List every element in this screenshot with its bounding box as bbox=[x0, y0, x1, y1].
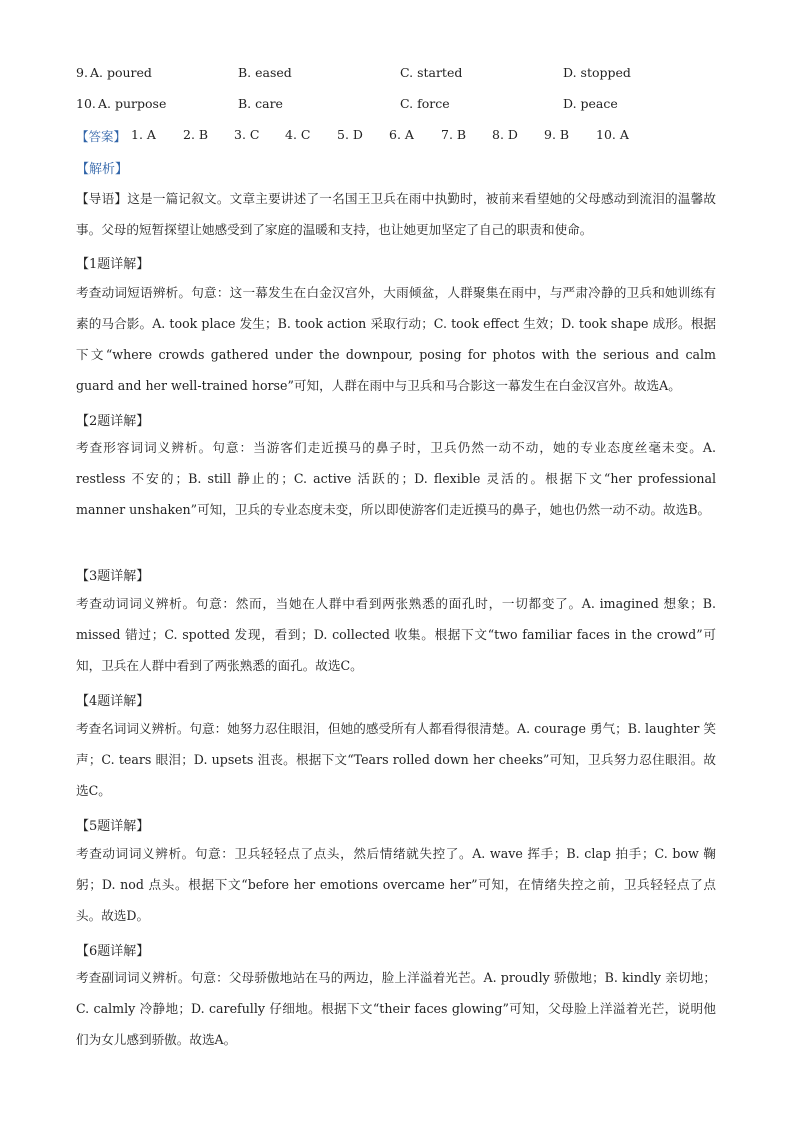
question-number: 10. bbox=[76, 96, 96, 111]
detail-text-3: 考查动词词义辨析。句意：然而，当她在人群中看到两张熟悉的面孔时，一切都变了。A. imagined 想象；B. missed 错过；C. spotted 发现，看到；D. collected 收集。根据下文“two familiar faces in the crowd”可知，卫兵在人群中看到了两张熟悉的面孔。故选C。 bbox=[76, 596, 716, 673]
detail-title-5: 【5题详解】 bbox=[76, 819, 150, 834]
detail-title-2: 【2题详解】 bbox=[76, 414, 150, 429]
answer-item: 5. D bbox=[337, 127, 363, 142]
answer-item: 10. A bbox=[596, 127, 629, 142]
option-b: B. eased bbox=[238, 65, 292, 80]
option-c: C. started bbox=[400, 65, 463, 80]
detail-title-6: 【6题详解】 bbox=[76, 944, 150, 959]
option-d: D. peace bbox=[563, 96, 618, 111]
answer-tag: 【答案】 bbox=[76, 129, 127, 144]
option-a: A. poured bbox=[90, 65, 152, 80]
detail-title-4: 【4题详解】 bbox=[76, 694, 150, 709]
detail-text-5: 考查动词词义辨析。句意：卫兵轻轻点了点头，然后情绪就失控了。A. wave 挥手；B. clap 拍手；C. bow 鞠躬；D. nod 点头。根据下文“before her emotions overcame her”可知，在情绪失控之前，卫兵轻轻点了点头。故选D。 bbox=[76, 846, 716, 923]
answer-item: 1. A bbox=[131, 127, 156, 142]
analysis-heading: 【解析】 bbox=[76, 162, 129, 177]
detail-text-2: 考查形容词词义辨析。句意：当游客们走近摸马的鼻子时，卫兵仍然一动不动，她的专业态度丝毫未变。A. restless 不安的；B. still 静止的；C. active 活跃的；D. flexible 灵活的。根据下文“her professional manner unshaken”可知，卫兵的专业态度未变，所以即使游客们走近摸马的鼻子，她也仍然一动不动。故选B。 bbox=[76, 440, 716, 517]
answer-item: 3. C bbox=[234, 127, 260, 142]
detail-text-1: 考查动词短语辨析。句意：这一幕发生在白金汉宫外，大雨倾盆，人群聚集在雨中，与严肃冷静的卫兵和她训练有素的马合影。A. took place 发生；B. took action 采取行动；C. took effect 生效；D. took shape 成形。根据下文“where crowds gathered under the downpour, posing for photos with the serious and calm guard and her well-trained horse”可知，人群在雨中与卫兵和马合影这一幕发生在白金汉宫外。故选A。 bbox=[76, 285, 716, 393]
answer-item: 2. B bbox=[183, 127, 209, 142]
option-b: B. care bbox=[238, 96, 283, 111]
detail-text-4: 考查名词词义辨析。句意：她努力忍住眼泪，但她的感受所有人都看得很清楚。A. courage 勇气；B. laughter 笑声；C. tears 眼泪；D. upsets 沮丧。根据下文“Tears rolled down her cheeks”可知，卫兵努力忍住眼泪。故选C。 bbox=[76, 721, 716, 798]
answer-item: 4. C bbox=[285, 127, 311, 142]
options-row-9 bbox=[0, 65, 794, 87]
detail-title-3: 【3题详解】 bbox=[76, 569, 150, 584]
option-d: D. stopped bbox=[563, 65, 631, 80]
options-row-10 bbox=[0, 96, 794, 118]
option-a: A. purpose bbox=[98, 96, 167, 111]
answer-item: 6. A bbox=[389, 127, 414, 142]
answer-item: 9. B bbox=[544, 127, 570, 142]
answer-item: 7. B bbox=[441, 127, 467, 142]
option-c: C. force bbox=[400, 96, 450, 111]
detail-text-6: 考查副词词义辨析。句意：父母骄傲地站在马的两边，脸上洋溢着光芒。A. proudly 骄傲地；B. kindly 亲切地；C. calmly 冷静地；D. carefully 仔细地。根据下文“their faces glowing”可知，父母脸上洋溢着光芒，说明他们为女儿感到骄傲。故选A。 bbox=[76, 970, 716, 1047]
answer-item: 8. D bbox=[492, 127, 518, 142]
guide-paragraph: 【导语】这是一篇记叙文。文章主要讲述了一名国王卫兵在雨中执勤时，被前来看望她的父母感动到流泪的温馨故事。父母的短暂探望让她感受到了家庭的温暖和支持，也让她更加坚定了自己的职责和使命。 bbox=[76, 191, 716, 237]
question-number: 9. bbox=[76, 65, 88, 80]
detail-title-1: 【1题详解】 bbox=[76, 257, 150, 272]
